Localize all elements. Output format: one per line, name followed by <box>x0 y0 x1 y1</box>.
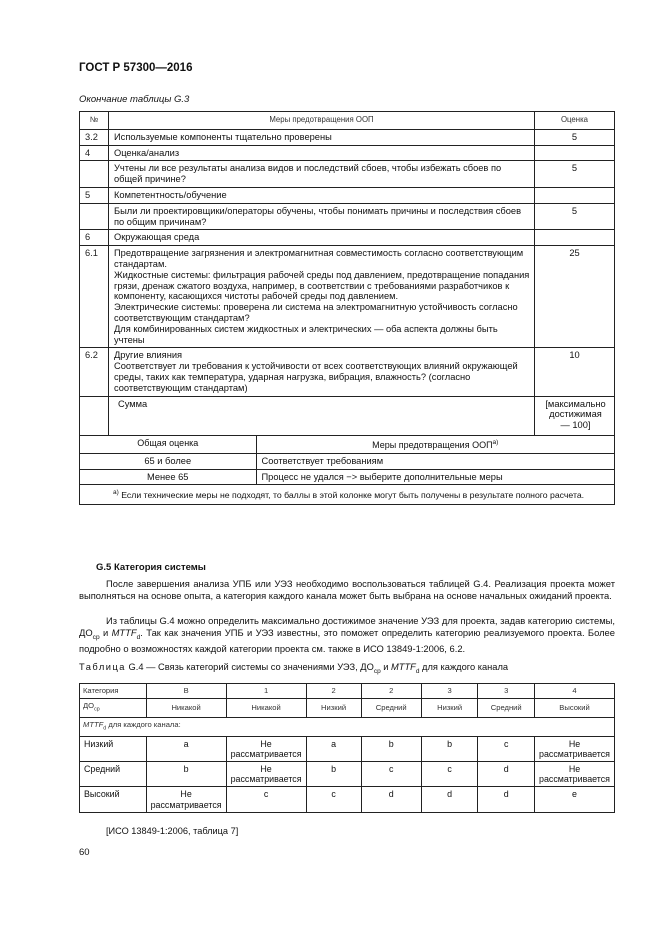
row-text: Были ли проектировщики/операторы обучены, чтобы понимать причины и последствия сбоев по общим причинам? <box>108 203 534 230</box>
table-row <box>80 203 615 230</box>
pl-cell: Не рассматривается <box>226 762 306 787</box>
dc-value: Низкий <box>421 699 477 718</box>
dc-value: Средний <box>361 699 421 718</box>
pl-cell: d <box>421 787 477 812</box>
row-number: 4 <box>80 145 109 161</box>
pl-cell: Не рассматривается <box>146 787 226 812</box>
dc-value: Высокий <box>535 699 615 718</box>
table-g4-caption: Таблица G.4 — Связь категорий системы со значениями УЭЗ, $ДО_{ср}$ и $MTTF_d$ для каждого канала <box>79 662 509 675</box>
row-score: [максимально достижимая — 100] <box>535 396 615 435</box>
table-header-row <box>80 112 615 130</box>
category-value: 1 <box>226 684 306 699</box>
row-score: 5 <box>535 129 615 145</box>
pl-cell: a <box>306 736 361 761</box>
paragraph-1: После завершения анализа УПБ или УЭЗ необходимо воспользоваться таблицей G.4. Реализация проекта может выполняться на основе опыта, а категория каждого канала может быть выбрана на основе начальных ожиданий проекта. <box>79 578 615 601</box>
row-score: 5 <box>535 203 615 230</box>
table-row <box>80 187 615 203</box>
dc-value: Никакой <box>146 699 226 718</box>
overall-threshold: Менее 65 <box>80 469 256 484</box>
row-text: Оценка/анализ <box>108 145 534 161</box>
row-number: 6.1 <box>80 246 109 348</box>
row-text: Окружающая среда <box>108 230 534 246</box>
dc-value: Низкий <box>306 699 361 718</box>
row-score <box>535 187 615 203</box>
category-value: 3 <box>478 684 535 699</box>
table-row-sum <box>80 396 615 435</box>
pl-cell: c <box>361 762 421 787</box>
overall-result: Соответствует требованиям <box>256 453 614 469</box>
row-score: 25 <box>535 246 615 348</box>
mttf-level: Средний <box>80 762 147 787</box>
mttf-label: $MTTF_d$ для каждого канала: <box>80 717 615 736</box>
row-number: 3.2 <box>80 129 109 145</box>
pl-cell: d <box>361 787 421 812</box>
mttf-level: Высокий <box>80 787 147 812</box>
table-continuation-caption: Окончание таблицы G.3 <box>79 94 190 105</box>
row-number <box>80 396 109 435</box>
mttf-row-low <box>80 736 615 761</box>
category-value: 3 <box>421 684 477 699</box>
category-value: 4 <box>535 684 615 699</box>
row-score <box>535 230 615 246</box>
mttf-label-row <box>80 717 615 736</box>
pl-cell: a <box>146 736 226 761</box>
footnote-marker: a) <box>113 489 119 497</box>
category-value: 2 <box>361 684 421 699</box>
mttf-row-medium <box>80 762 615 787</box>
col-header-measures: Меры предотвращения ООП <box>108 112 534 130</box>
mttf-row-high <box>80 787 615 812</box>
row-score: 5 <box>535 161 615 188</box>
pl-cell: c <box>421 762 477 787</box>
overall-col-right: Меры предотвращения ООП$^{a)}$ <box>256 436 614 453</box>
col-header-no: № <box>80 112 109 130</box>
dc-row <box>80 699 615 718</box>
table-footnote-row <box>80 485 615 504</box>
table-row <box>80 246 615 348</box>
row-text: Используемые компоненты тщательно проверены <box>108 129 534 145</box>
table-footnote: $^{a)}$ Если технические меры не подходят, то баллы в этой колонке могут быть получены в результате полного расчета. <box>80 485 615 504</box>
overall-threshold: 65 и более <box>80 453 256 469</box>
overall-col-left: Общая оценка <box>80 436 256 453</box>
pl-cell: e <box>535 787 615 812</box>
row-text: Учтены ли все результаты анализа видов и последствий сбоев, чтобы избежать сбоев по общей причине? <box>108 161 534 188</box>
row-number: 5 <box>80 187 109 203</box>
dc-value: Никакой <box>226 699 306 718</box>
section-title: G.5 Категория системы <box>96 562 206 573</box>
table-g4 <box>79 683 615 813</box>
table-g3 <box>79 111 615 505</box>
col-header-score: Оценка <box>535 112 615 130</box>
pl-cell: Не рассматривается <box>535 736 615 761</box>
table-source: [ИСО 13849-1:2006, таблица 7] <box>106 826 239 836</box>
row-number <box>80 161 109 188</box>
table-row <box>80 230 615 246</box>
row-score: 10 <box>535 348 615 396</box>
table-row <box>80 348 615 396</box>
pl-cell: b <box>421 736 477 761</box>
pl-cell: b <box>146 762 226 787</box>
row-text: Другие влияния Соответствует ли требования к устойчивости от всех соответствующих влияний окружающей среды, таких как температура, ударная нагрузка, вибрация, влажность? (согласно соответствующим стандартам) <box>108 348 534 396</box>
pl-cell: b <box>361 736 421 761</box>
table-row <box>80 129 615 145</box>
document-header: ГОСТ Р 57300—2016 <box>79 62 193 74</box>
category-value: 2 <box>306 684 361 699</box>
overall-header-row <box>80 436 614 453</box>
table-row <box>80 161 615 188</box>
mttf-level: Низкий <box>80 736 147 761</box>
pl-cell: c <box>226 787 306 812</box>
category-label: Категория <box>80 684 147 699</box>
category-row <box>80 684 615 699</box>
pl-cell: c <box>306 787 361 812</box>
category-value: B <box>146 684 226 699</box>
overall-row <box>80 453 614 469</box>
overall-assessment-table <box>80 436 614 484</box>
dc-label: $ДО_{ср}$ <box>80 699 147 718</box>
row-number: 6 <box>80 230 109 246</box>
pl-cell: b <box>306 762 361 787</box>
row-text: Предотвращение загрязнения и электромагнитная совместимость согласно соответствующим стандартам. Жидкостные системы: фильтрация рабочей среды под давлением, предотвращение попадания грязи, дренаж сжатого воздуха, например, в соответствии с требованиями разработчиков к компоненту, касающихся чистоты рабочей среды под давлением. Электрические системы: проверена ли система на электромагнитную устойчивость согласно соответствующим стандартам? Для комбинированных систем жидкостных и электрических — оба аспекта должны быть учтены <box>108 246 534 348</box>
paragraph-2: Из таблицы G.4 можно определить максимально достижимое значение УЭЗ для проекта, задав категорию системы, $ДО_{ср}$ и $MTTF_d$. Так как значения УПБ и УЭЗ известны, это поможет определить категорию реализуемого проекта. Более подробно о возможностях каждой категории проекта см. также в ИСО 13849-1:2006, 6.2. <box>79 615 615 655</box>
row-text: Компетентность/обучение <box>108 187 534 203</box>
pl-cell: Не рассматривается <box>226 736 306 761</box>
page-number: 60 <box>79 847 90 858</box>
pl-cell: c <box>478 736 535 761</box>
row-text: Сумма <box>108 396 534 435</box>
pl-cell: d <box>478 762 535 787</box>
row-number <box>80 203 109 230</box>
dc-value: Средний <box>478 699 535 718</box>
overall-result: Процесс не удался −> выберите дополнительные меры <box>256 469 614 484</box>
footnote-marker: a) <box>492 438 499 446</box>
row-number: 6.2 <box>80 348 109 396</box>
overall-assessment-block <box>80 435 615 484</box>
row-score <box>535 145 615 161</box>
pl-cell: Не рассматривается <box>535 762 615 787</box>
table-row <box>80 145 615 161</box>
pl-cell: d <box>478 787 535 812</box>
overall-row <box>80 469 614 484</box>
